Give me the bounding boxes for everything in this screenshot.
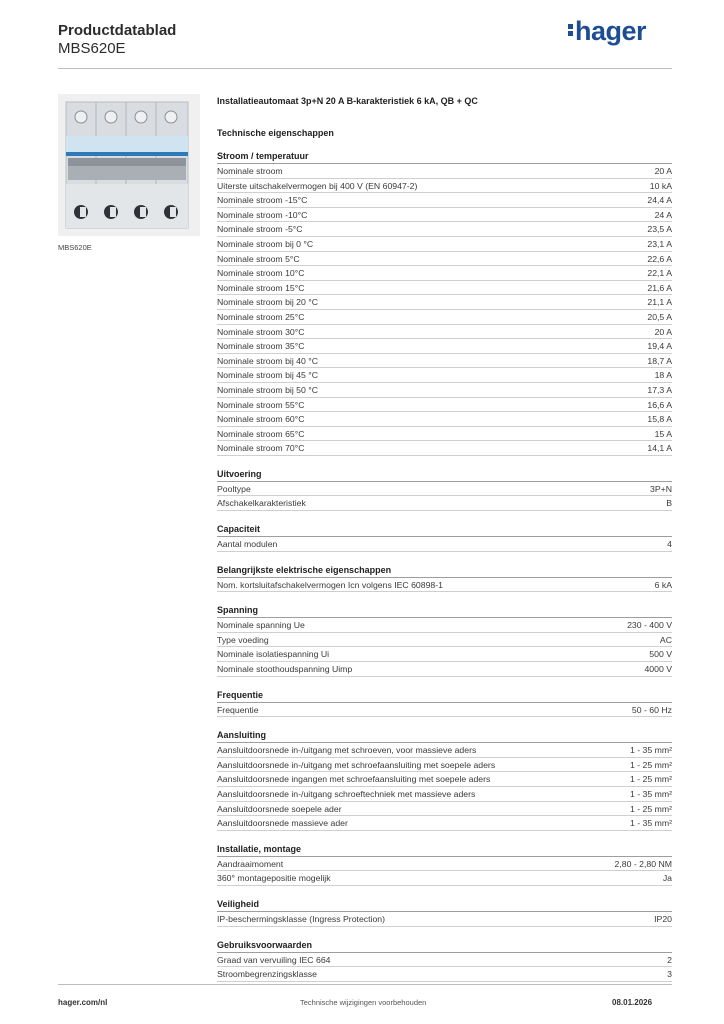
- spec-section: [217, 150, 672, 456]
- spec-label: Nominale stroom bij 20 °C: [217, 297, 319, 308]
- spec-row: [217, 816, 672, 831]
- spec-row: [217, 295, 672, 310]
- spec-row: [217, 787, 672, 802]
- spec-value: 50 - 60 Hz: [631, 704, 672, 715]
- spec-label: Nominale stroom 30°C: [217, 326, 305, 337]
- spec-value: 18,7 A: [647, 355, 672, 366]
- spec-row: [217, 578, 672, 593]
- spec-value: 10 kA: [649, 180, 672, 191]
- spec-value: 15,8 A: [647, 414, 672, 425]
- spec-value: B: [666, 498, 672, 509]
- spec-value: 1 - 35 mm²: [630, 818, 672, 829]
- spec-label: Nominale stroom -5°C: [217, 224, 303, 235]
- section-title: Capaciteit: [217, 523, 672, 537]
- spec-row: [217, 618, 672, 633]
- header-divider: [58, 68, 672, 69]
- section-title: Veiligheid: [217, 898, 672, 912]
- spec-row: [217, 383, 672, 398]
- circuit-breaker-icon: [58, 94, 200, 236]
- spec-label: Afschakelkarakteristiek: [217, 498, 306, 509]
- spec-value: 3P+N: [650, 483, 672, 494]
- spec-value: 21,1 A: [647, 297, 672, 308]
- spec-row: [217, 281, 672, 296]
- spec-value: 20 A: [654, 166, 672, 176]
- spec-label: Uiterste uitschakelvermogen bij 400 V (EN 60947-2): [217, 180, 418, 191]
- spec-value: 1 - 35 mm²: [630, 745, 672, 756]
- spec-section: [217, 689, 672, 718]
- spec-row: [217, 496, 672, 511]
- section-title: Gebruiksvoorwaarden: [217, 939, 672, 953]
- spec-label: Nominale stroom -15°C: [217, 195, 308, 206]
- section-title: Belangrijkste elektrische eigenschappen: [217, 564, 672, 578]
- spec-label: Frequentie: [217, 704, 259, 715]
- spec-label: Nominale stroom 70°C: [217, 443, 305, 454]
- spec-row: [217, 772, 672, 787]
- spec-row: [217, 427, 672, 442]
- spec-row: [217, 208, 672, 223]
- section-title: Stroom / temperatuur: [217, 150, 672, 164]
- spec-section: [217, 564, 672, 593]
- spec-row: [217, 633, 672, 648]
- spec-section: [217, 729, 672, 831]
- spec-label: IP-beschermingsklasse (Ingress Protection): [217, 913, 386, 924]
- spec-row: [217, 441, 672, 456]
- hager-logo: [568, 16, 646, 47]
- spec-value: 4: [667, 539, 672, 550]
- section-title: Aansluiting: [217, 729, 672, 743]
- spec-label: Nom. kortsluitafschakelvermogen Icn volgens IEC 60898-1: [217, 579, 443, 590]
- spec-value: 1 - 35 mm²: [630, 789, 672, 799]
- spec-label: Nominale stroom bij 0 °C: [217, 238, 314, 249]
- spec-value: 23,5 A: [647, 224, 672, 235]
- spec-value: Ja: [662, 873, 672, 884]
- spec-value: 2,80 - 2,80 NM: [614, 858, 672, 869]
- footer-disclaimer: Technische wijzigingen voorbehouden: [300, 998, 427, 1007]
- spec-row: [217, 412, 672, 427]
- spec-value: 16,6 A: [647, 399, 672, 410]
- spec-label: Nominale stroom bij 45 °C: [217, 370, 319, 381]
- spec-row: [217, 871, 672, 886]
- product-image: [58, 94, 200, 236]
- spec-label: Aansluitdoorsnede in-/uitgang met schroeven, voor massieve aders: [217, 745, 477, 756]
- spec-row: [217, 802, 672, 817]
- spec-row: [217, 662, 672, 677]
- spec-label: Nominale stroom -10°C: [217, 209, 308, 220]
- spec-label: Aantal modulen: [217, 539, 278, 550]
- spec-row: [217, 743, 672, 758]
- spec-row: [217, 912, 672, 927]
- spec-label: Nominale stroom 15°C: [217, 282, 305, 293]
- spec-label: Nominale stroom bij 40 °C: [217, 355, 319, 366]
- spec-value: 2: [667, 954, 672, 965]
- section-title: Frequentie: [217, 689, 672, 703]
- spec-value: IP20: [654, 913, 672, 924]
- spec-value: 500 V: [649, 649, 672, 660]
- spec-content: [217, 94, 672, 982]
- spec-label: Aansluitdoorsnede in-/uitgang schroeftechniek met massieve aders: [217, 789, 476, 799]
- spec-label: Nominale stroom 35°C: [217, 341, 305, 352]
- spec-label: 360° montagepositie mogelijk: [217, 873, 331, 884]
- spec-value: 1 - 25 mm²: [630, 759, 672, 770]
- image-caption: MBS620E: [58, 243, 92, 252]
- spec-value: 3: [667, 969, 672, 980]
- footer-divider: [58, 984, 672, 985]
- spec-label: Graad van vervuiling IEC 664: [217, 954, 331, 965]
- spec-row: [217, 310, 672, 325]
- spec-value: 24 A: [654, 209, 672, 220]
- spec-label: Nominale stroom 55°C: [217, 399, 305, 410]
- spec-label: Nominale stroom 60°C: [217, 414, 305, 425]
- spec-label: Nominale stroom: [217, 166, 283, 176]
- logo-dots-icon: [568, 22, 573, 38]
- spec-row: [217, 179, 672, 194]
- spec-section: [217, 939, 672, 982]
- spec-label: Nominale stroom 65°C: [217, 428, 305, 439]
- spec-value: 15 A: [654, 428, 672, 439]
- spec-label: Nominale stroom bij 50 °C: [217, 384, 319, 395]
- spec-value: 19,4 A: [647, 341, 672, 352]
- spec-value: 22,6 A: [647, 253, 672, 264]
- spec-label: Nominale stoothoudspanning Uimp: [217, 664, 353, 675]
- footer-date: 08.01.2026: [612, 998, 653, 1007]
- spec-label: Nominale stroom 25°C: [217, 311, 305, 322]
- spec-value: 23,1 A: [647, 238, 672, 249]
- spec-row: [217, 237, 672, 252]
- section-title: Installatie, montage: [217, 843, 672, 857]
- spec-value: 20,5 A: [647, 311, 672, 322]
- spec-row: [217, 354, 672, 369]
- spec-value: 21,6 A: [647, 282, 672, 293]
- spec-value: 18 A: [654, 370, 672, 381]
- spec-label: Stroombegrenzingsklasse: [217, 969, 317, 980]
- page-title: Productdatablad: [58, 22, 177, 39]
- spec-section: [217, 523, 672, 552]
- section-title: Spanning: [217, 604, 672, 618]
- spec-value: 17,3 A: [647, 384, 672, 395]
- tech-properties-heading: Technische eigenschappen: [217, 128, 334, 138]
- spec-section: [217, 604, 672, 676]
- spec-section: [217, 843, 672, 886]
- spec-value: 1 - 25 mm²: [630, 803, 672, 814]
- spec-label: Aansluitdoorsnede soepele ader: [217, 803, 342, 814]
- spec-row: [217, 368, 672, 383]
- logo-text: hager: [575, 16, 647, 46]
- product-code: MBS620E: [58, 40, 126, 57]
- section-title: Uitvoering: [217, 468, 672, 482]
- spec-row: [217, 482, 672, 497]
- spec-label: Nominale isolatiespanning Ui: [217, 649, 330, 660]
- spec-value: 22,1 A: [647, 268, 672, 279]
- spec-label: Type voeding: [217, 634, 269, 645]
- spec-label: Aandraaimoment: [217, 858, 284, 869]
- footer-website[interactable]: hager.com/nl: [58, 998, 108, 1007]
- spec-value: 24,4 A: [647, 195, 672, 206]
- spec-value: 6 kA: [654, 579, 672, 590]
- spec-row: [217, 339, 672, 354]
- spec-label: Aansluitdoorsnede massieve ader: [217, 818, 348, 829]
- spec-row: [217, 398, 672, 413]
- spec-label: Nominale stroom 5°C: [217, 253, 300, 264]
- spec-label: Aansluitdoorsnede in-/uitgang met schroefaansluiting met soepele aders: [217, 759, 496, 770]
- spec-section: [217, 898, 672, 927]
- spec-row: [217, 193, 672, 208]
- spec-row: [217, 222, 672, 237]
- spec-value: 20 A: [654, 326, 672, 337]
- spec-row: [217, 703, 672, 718]
- spec-row: [217, 967, 672, 982]
- spec-label: Pooltype: [217, 483, 251, 494]
- spec-row: [217, 647, 672, 662]
- spec-value: 230 - 400 V: [627, 620, 672, 631]
- spec-row: [217, 953, 672, 968]
- spec-value: 4000 V: [644, 664, 672, 675]
- spec-label: Nominale spanning Ue: [217, 620, 305, 631]
- spec-value: 1 - 25 mm²: [630, 774, 672, 785]
- spec-value: 14,1 A: [647, 443, 672, 454]
- spec-row: [217, 266, 672, 281]
- spec-section: [217, 468, 672, 511]
- spec-row: [217, 857, 672, 872]
- spec-label: Aansluitdoorsnede ingangen met schroefaansluiting met soepele aders: [217, 774, 491, 785]
- spec-label: Nominale stroom 10°C: [217, 268, 305, 279]
- spec-value: AC: [659, 634, 672, 645]
- spec-row: [217, 252, 672, 267]
- spec-row: [217, 537, 672, 552]
- spec-row: [217, 325, 672, 340]
- spec-sections: [217, 150, 672, 982]
- spec-row: [217, 758, 672, 773]
- spec-row: [217, 164, 672, 179]
- product-description: Installatieautomaat 3p+N 20 A B-karakteristiek 6 kA, QB + QC: [217, 96, 478, 106]
